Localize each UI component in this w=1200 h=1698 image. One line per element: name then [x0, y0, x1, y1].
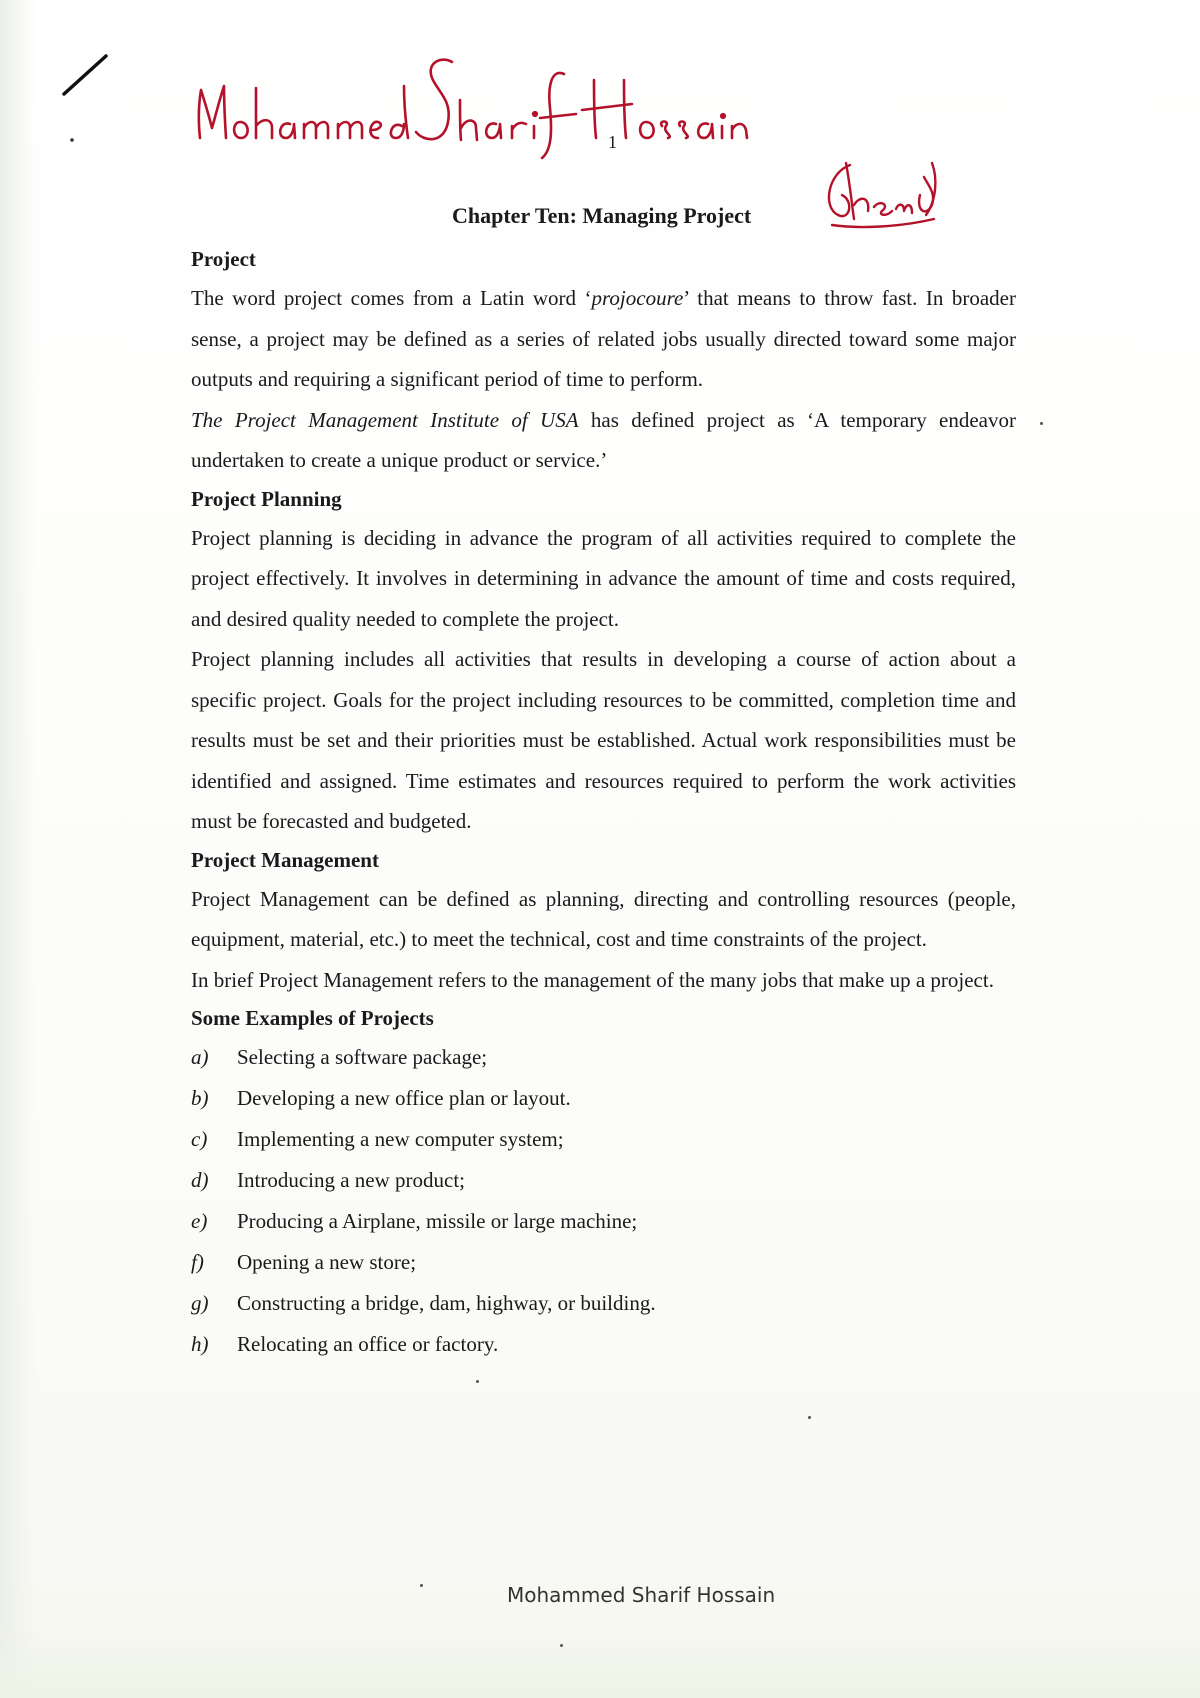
list-item-text: Introducing a new product;	[237, 1168, 466, 1192]
scan-speck	[1040, 422, 1043, 425]
institute-name: The Project Management Institute of USA	[191, 407, 579, 432]
scan-speck	[560, 1644, 563, 1647]
list-item	[191, 1324, 1016, 1365]
examples-list	[191, 1037, 1016, 1365]
list-item-text: Relocating an office or factory.	[237, 1332, 499, 1356]
scan-shadow-left	[0, 0, 36, 1698]
list-marker: g)	[191, 1291, 209, 1315]
list-item-text: Implementing a new computer system;	[237, 1127, 564, 1151]
document-body	[191, 241, 1016, 1365]
list-item-text: Opening a new store;	[237, 1250, 417, 1274]
section-heading-project-planning: Project Planning	[191, 486, 342, 511]
list-item	[191, 1201, 1016, 1242]
signature	[820, 155, 950, 245]
scan-speck	[808, 1416, 811, 1419]
pen-slash-mark	[58, 50, 118, 150]
list-item	[191, 1242, 1016, 1283]
list-item	[191, 1119, 1016, 1160]
list-item	[191, 1283, 1016, 1324]
list-marker: a)	[191, 1045, 209, 1069]
list-marker: b)	[191, 1086, 209, 1110]
section-heading-project: Project	[191, 247, 256, 271]
page-footer: Mohammed Sharif Hossain	[507, 1583, 776, 1607]
latin-word: projocoure	[591, 286, 684, 310]
list-item-text: Developing a new office plan or layout.	[237, 1086, 571, 1110]
paragraph-pmi-definition: The Project Management Institute of USA has defined project as ‘A temporary endeavor undertaken to create a unique product or service.’	[191, 407, 1016, 472]
list-marker: h)	[191, 1332, 209, 1356]
paragraph-planning-2: Project planning includes all activities that results in developing a course of action about a specific project. Goals for the project including resources to be committed, completion time and results must be set and their priorities must be established. Actual work responsibilities must be identified and assigned. Time estimates and resources required to perform the work activities must be forecasted and budgeted.	[191, 647, 1016, 833]
list-item-text: Producing a Airplane, missile or large machine;	[237, 1209, 638, 1233]
paragraph-management-2: In brief Project Management refers to the management of the many jobs that make up a project.	[191, 967, 994, 992]
section-heading-project-management: Project Management	[191, 847, 379, 872]
list-marker: f)	[191, 1250, 204, 1274]
list-item	[191, 1037, 1016, 1078]
paragraph-management-1: Project Management can be defined as planning, directing and controlling resources (people, equipment, material, etc.) to meet the technical, cost and time constraints of the project.	[191, 886, 1016, 951]
handwritten-name	[180, 40, 740, 160]
list-item	[191, 1160, 1016, 1201]
list-item	[191, 1078, 1016, 1119]
page-number: 1	[608, 132, 617, 152]
list-marker: d)	[191, 1168, 209, 1192]
scan-speck	[420, 1584, 423, 1587]
paragraph-planning-1: Project planning is deciding in advance the program of all activities required to complete the project effectively. It involves in determining in advance the amount of time and costs required, and desired quality needed to complete the project.	[191, 525, 1016, 631]
list-item-text: Selecting a software package;	[237, 1045, 488, 1069]
scan-speck	[476, 1380, 479, 1383]
section-heading-examples: Some Examples of Projects	[191, 1006, 434, 1030]
chapter-title: Chapter Ten: Managing Project	[452, 203, 752, 228]
paragraph-project-definition: The word project comes from a Latin word ‘projocoure’ that means to throw fast. In broader sense, a project may be defined as a series of related jobs usually directed toward some major outputs and requiring a significant period of time to perform.	[191, 286, 1016, 391]
list-marker: c)	[191, 1127, 208, 1151]
list-item-text: Constructing a bridge, dam, highway, or building.	[237, 1291, 656, 1315]
list-marker: e)	[191, 1209, 208, 1233]
scan-shadow-bottom	[0, 1618, 1200, 1698]
